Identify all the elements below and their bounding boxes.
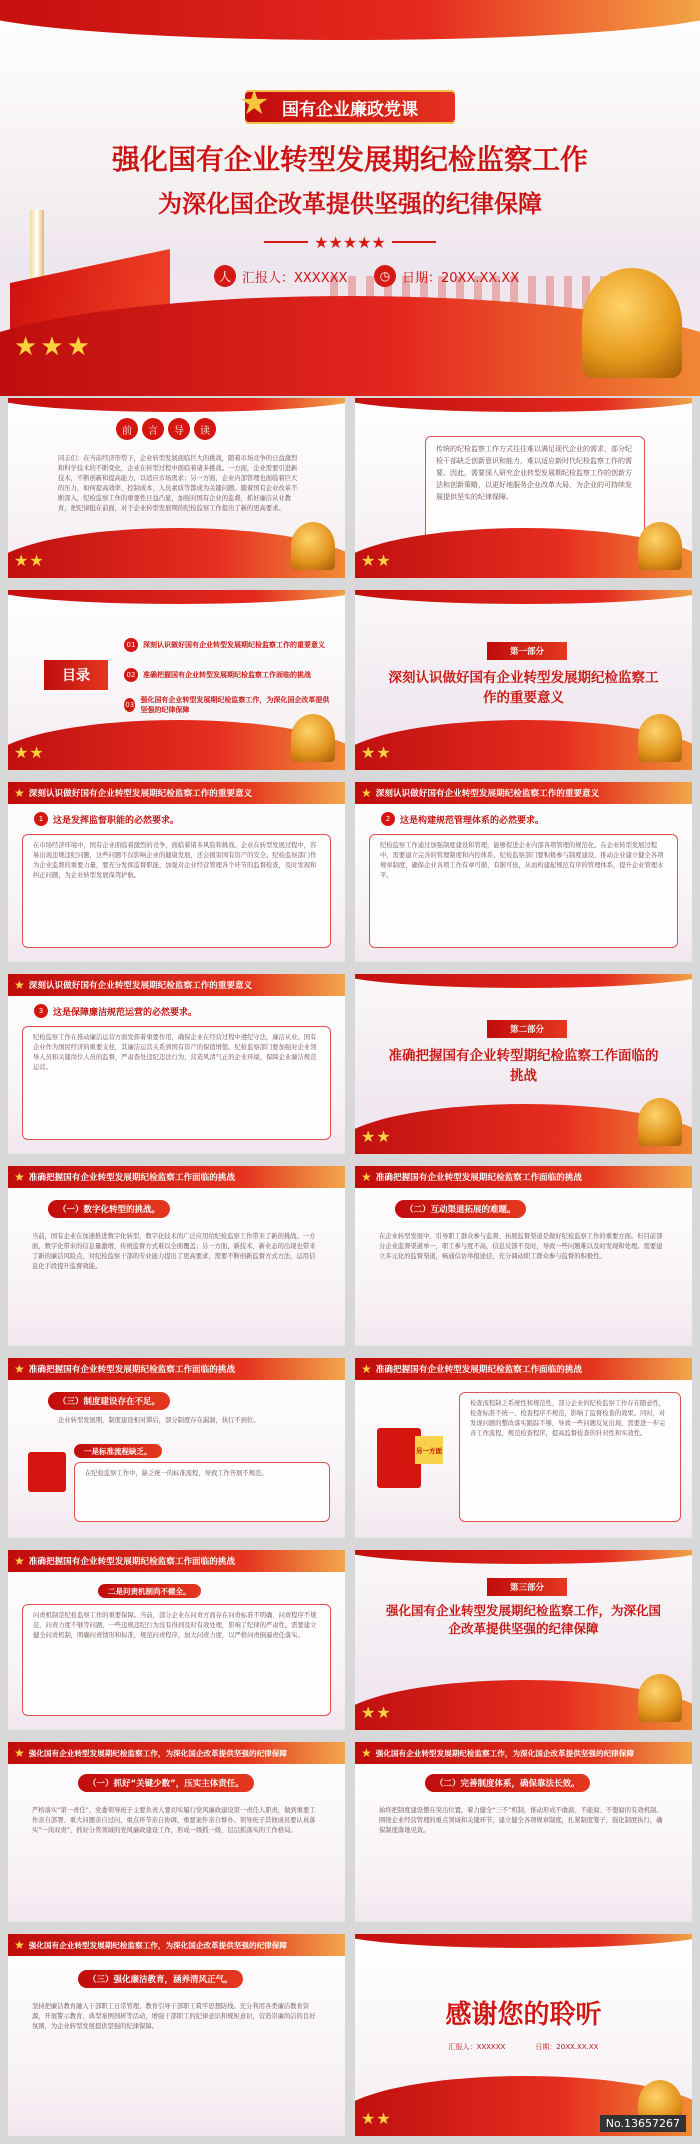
measure-body [22,1800,331,1910]
preface-char: 导 [168,418,190,440]
five-stars-icon: ★★★ [14,332,93,362]
measure-pill [78,1970,243,1988]
slide-1a [8,782,345,962]
slide-2c [8,1358,345,1538]
point-frame [22,834,331,948]
point-heading [34,1004,197,1018]
measure-pill [78,1774,254,1792]
aside-frame [459,1392,681,1522]
slide-2e [8,1550,345,1730]
preface-char: 前 [116,418,138,440]
point-heading [381,812,544,826]
star-icon: ★ [14,1554,25,1568]
toc-label: 目录 [44,660,108,690]
slide-header-title: 准确把握国有企业转型发展期纪检监察工作面临的挑战 [28,1557,236,1567]
slide-header [355,1358,692,1380]
stars-icon: ★★★★★ [314,232,386,252]
part-label [487,642,567,660]
challenge-body [369,1226,678,1334]
slide-ending [355,1934,692,2136]
slide-toc [8,590,345,770]
measure-body [22,1996,331,2120]
toc-list [124,630,334,720]
star-icon: ★ [14,1362,25,1376]
slide-header [355,782,692,804]
presenter-icon [28,1452,66,1492]
slide-top-ribbon [355,974,692,988]
star-icon: ★ [361,1746,372,1760]
slide-header-title: 准确把握国有企业转型发展期纪检监察工作面临的挑战 [375,1365,583,1375]
toc-text: 深刻认识做好国有企业转型发展期纪检监察工作的重要意义 [143,641,325,649]
point-num: 3 [34,1004,48,1018]
star-icon: ★ [361,1362,372,1376]
slide-header [8,1934,345,1956]
challenge-pill [48,1392,170,1410]
date-label: 日期：20XX.XX.XX [402,270,520,286]
slide-2b [355,1166,692,1346]
slide-header [8,1742,345,1764]
measure-text: 坚持把廉洁教育融入干部职工日常管理，教育引导干部职工筑牢思想防线。充分利用各类廉洁教育资源，开展警示教育、典型案例剖析等活动，增强干部职工的纪律意识和规矩意识，营造崇廉尚洁的良好氛围，为企业转型发展提供坚强的纪律保障。 [32,2003,316,2030]
measure-title: 抓好“关键少数”，压实主体责任。 [113,1779,244,1789]
toc-text: 准确把握国有企业转型发展期纪检监察工作面临的挑战 [143,671,311,679]
star-icon: ★ [14,1170,25,1184]
star-icon: ★ [14,978,25,992]
golden-lion [638,1674,682,1722]
slide-header-title: 强化国有企业转型发展期纪检监察工作，为深化国企改革提供坚强的纪律保障 [28,1940,287,1950]
toc-text: 强化国有企业转型发展期纪检监察工作，为深化国企改革提供坚强的纪律保障 [140,696,330,714]
stars-icon: ★★ [361,743,392,762]
point-title: 这是发挥监督职能的必然要求。 [53,815,180,826]
part-label-text: 第二部分 [509,1025,544,1035]
ending-title: 感谢您的聆听 [445,2000,602,2030]
challenge-pill [48,1200,170,1218]
measure-title: 完善制度体系，确保靠法长效。 [460,1779,580,1789]
star-icon: ★ [361,786,372,800]
challenge-title: 数字化转型的挑战。 [83,1205,161,1215]
measure-body [369,1800,678,1910]
slide-3c [8,1934,345,2136]
slide-header [355,1742,692,1764]
cover-badge-text: 国有企业廉政党课 [282,99,418,120]
part-label-text: 第三部分 [509,1583,544,1593]
slide-part1 [355,590,692,770]
slide-3b [355,1742,692,1922]
subpoint-frame [74,1462,330,1522]
clock-icon: ◷ [374,265,396,287]
ending-date: 日期：20XX.XX.XX [535,2043,599,2051]
slide-part2 [355,974,692,1154]
star-icon: ★ [14,786,25,800]
aside-text: 检查流程缺乏系统性和规范性，部分企业的纪检监察工作存在随意性，检查标准不统一、检查程序不规范，影响了监督检查的效果。同时，对发现问题的整改落实跟踪不够，导致一些问题反复出现，需要进一步完善工作流程，规范检查程序，提高监督检查的针对性和实效性。 [470,1400,666,1437]
slide-header-title: 深刻认识做好国有企业转型发展期纪检监察工作的重要意义 [28,981,253,991]
point-num: 2 [381,812,395,826]
golden-lion [582,268,682,378]
toc-num: 01 [124,638,138,652]
slide-header [355,1166,692,1188]
part-title: 深刻认识做好国有企业转型发展期纪检监察工作的重要意义 [388,670,659,706]
slide-part3 [355,1550,692,1730]
measure-num: （三） [88,1975,114,1985]
star-icon: ★ [361,1170,372,1184]
slide-top-ribbon [8,398,345,412]
slide-preface [8,398,345,578]
point-title: 这是保障廉洁规范运营的必然要求。 [53,1007,198,1018]
reporter-meta [214,262,347,290]
stars-icon: ★★ [361,1127,392,1146]
challenge-title: 制度建设存在不足。 [83,1397,161,1407]
measure-num: （一） [88,1779,114,1789]
slide-header-title: 深刻认识做好国有企业转型发展期纪检监察工作的重要意义 [28,789,253,799]
toc-num: 02 [124,668,138,682]
stars-icon: ★★ [14,551,45,570]
measure-text: 始终把制度建设摆在突出位置，着力健全“三不”机制，推动形成不敢腐、不能腐、不想腐的有效机制。围绕企业经营管理的重点领域和关键环节，建立健全各项规章制度，扎紧制度笼子，强化制度执行，确保制度落地见效。 [379,1807,663,1834]
challenge-text: 企业转型发展期，制度建设相对滞后，部分制度存在漏洞，执行不到位。 [58,1417,260,1424]
cover-badge [239,83,455,124]
slide-top-ribbon [8,590,345,604]
toc-item[interactable] [124,630,334,660]
preface-char: 言 [142,418,164,440]
subpoint-text: 问责机制是纪检监察工作的重要保障。当前，部分企业在问责方面存在问责标准不明确、问责程序不规范、问责力度不够等问题，一些违规违纪行为没有得到及时有效处理，影响了纪律的严肃性。需要建立健全问责机制，明确问责情形和标准，规范问责程序，加大问责力度，以严格问责倒逼责任落实。 [33,1612,317,1639]
watermark-id: No.13657267 [600,2115,686,2132]
title-divider [250,232,450,252]
slide-header [8,1358,345,1380]
subpoint-pill [98,1584,201,1598]
reporter-label: 汇报人：XXXXXX [242,270,348,286]
subpoint-title: 二是问责机制尚不健全。 [108,1586,191,1596]
challenge-body [22,1226,331,1334]
slide-header-title: 深刻认识做好国有企业转型发展期纪检监察工作的重要意义 [375,789,600,799]
star-icon: ★ [239,83,270,123]
aside-card: 另一方面 [415,1436,443,1464]
part-title: 强化国有企业转型发展期纪检监察工作，为深化国企改革提供坚强的纪律保障 [385,1603,661,1636]
golden-lion [291,522,335,570]
preface-text: 同志们：在当前经济形势下，企业转型发展面临巨大的挑战，随着市场竞争的日益激烈和科学技术的不断变化，企业在转型过程中面临着诸多挑战。一方面，企业需要引进新技术，不断创新和提高能力，以适应市场需求；另一方面，企业内部管理也面临着巨大的压力，如何提高效率、控制成本、人员素质等都成为关键问题。随着国有企业改革不断深入，纪检监察工作的重要性日益凸显，加强对国有企业的监督，抓好廉洁从业教育，把纪律挺在前面，对于企业转型发展期的纪检监察工作提出了新的更高要求。 [58,455,298,512]
subpoint-pill [74,1444,162,1458]
subpoint-title: 一是标准流程缺乏。 [84,1446,152,1456]
slide-top-ribbon [355,1934,692,1948]
slide-1c [8,974,345,1154]
slide-header [8,1166,345,1188]
measure-pill [425,1774,590,1792]
subpoint-frame [22,1604,331,1716]
slide-header-title: 准确把握国有企业转型发展期纪检监察工作面临的挑战 [375,1173,583,1183]
golden-lion [638,1098,682,1146]
golden-lion [638,522,682,570]
user-icon: 人 [214,265,236,287]
slide-top-ribbon [355,590,692,604]
slide-2a [8,1166,345,1346]
slide-header-title: 强化国有企业转型发展期纪检监察工作，为深化国企改革提供坚强的纪律保障 [28,1748,287,1758]
stars-icon: ★★ [361,551,392,570]
slide-header [8,1550,345,1572]
star-icon: ★ [14,1746,25,1760]
slide-top-ribbon [355,1550,692,1564]
challenge-title: 互动渠道拓展的难题。 [430,1205,516,1215]
point-num: 1 [34,812,48,826]
challenge-num: （一） [58,1205,84,1215]
point-heading [34,812,179,826]
date-meta [374,262,519,290]
point-frame [22,1026,331,1140]
slide-header-title: 准确把握国有企业转型发展期纪检监察工作面临的挑战 [28,1173,236,1183]
slide-3a [8,1742,345,1922]
star-icon: ★ [14,1938,25,1952]
challenge-pill [395,1200,526,1218]
cover-top-ribbon [0,0,700,40]
toc-num: 03 [124,698,135,712]
intro-frame [425,436,645,542]
point-title: 这是构建规范管理体系的必然要求。 [400,815,545,826]
preface-char: 读 [194,418,216,440]
ending-meta [355,2042,692,2052]
slide-header [8,782,345,804]
part-label [487,1578,567,1596]
slide-2d [355,1358,692,1538]
intro-text: 传统的纪检监察工作方式往往难以满足现代企业的需求，部分纪检干部缺乏创新意识和能力，难以适应新时代纪检监察工作的需要。因此，需要深入研究企业转型发展期纪检监察工作的创新方法和创新策略，以更好地服务企业改革大局，为企业的可持续发展提供坚实的纪律保障。 [436,445,632,501]
ending-reporter: 汇报人：XXXXXX [448,2043,506,2051]
slide-header-title: 强化国有企业转型发展期纪检监察工作，为深化国企改革提供坚强的纪律保障 [375,1748,634,1758]
cover-subtitle: 为深化国企改革提供坚强的纪律保障 [158,189,542,218]
challenge-num: （二） [405,1205,431,1215]
preface-heading [116,418,216,440]
stars-icon: ★★ [14,743,45,762]
slide-header [8,974,345,996]
challenge-text: 在企业转型发展中，引导职工群众参与监督、拓展监督渠道是做好纪检监察工作的重要方面。但目前部分企业监督渠道单一，职工参与度不高，信息反馈不及时，导致一些问题难以及时发现和处理。需要建立多元化的监督渠道，畅通信访举报途径，充分调动职工群众参与监督的积极性。 [379,1233,663,1260]
point-text: 纪检监察工作通过加强制度建设和管理，能够促进企业内部各项管理的规范化。在企业转型发展过程中，需要建立完善的管理制度和内控体系，纪检监察部门要积极参与制度建设，推动企业建立健全各项规章制度，确保企业各项工作有章可循、有据可依，从而构建起规范有序的管理体系，提升企业管理水平。 [380,842,664,879]
measure-title: 强化廉洁教育，涵养清风正气。 [113,1975,233,1985]
stars-icon: ★★ [361,1703,392,1722]
part-label [487,1020,567,1038]
golden-lion [291,714,335,762]
slide-1b [355,782,692,962]
point-frame [369,834,678,948]
subpoint-text: 在纪检监察工作中，缺乏统一的标准流程，导致工作开展不规范。 [85,1470,268,1477]
cover-slide [0,0,700,396]
point-text: 在市场经济环境中，国有企业面临着激烈的竞争，面临着诸多风险和挑战。企业在转型发展过程中，容易出现违规违纪问题，这些问题不仅影响企业的健康发展，还会损害国有资产的安全。纪检监察部门作为企业监督的重要力量，要充分发挥监督职能，加强对企业经营管理各个环节的监督检查，及时发现和纠正问题，为企业转型发展保驾护航。 [33,842,317,879]
part-label-text: 第一部分 [509,647,544,657]
challenge-text: 当前，国有企业在加速推进数字化转型，数字化技术的广泛应用给纪检监察工作带来了新的挑战。一方面，数字化带来的信息量激增，传统监督方式难以全面覆盖；另一方面，新技术、新业态的出现也带来了新的廉洁风险点，对纪检监察干部的专业能力提出了更高要求，需要不断创新监督方式方法，运用信息化手段提升监督效能。 [32,1233,316,1270]
cover-title: 强化国有企业转型发展期纪检监察工作 [111,143,588,176]
slide-top-ribbon [355,398,692,412]
toc-item[interactable] [124,660,334,690]
slide-intro [355,398,692,578]
golden-lion [638,714,682,762]
part-title: 准确把握国有企业转型期纪检监察工作面临的挑战 [388,1048,659,1084]
slide-header-title: 准确把握国有企业转型发展期纪检监察工作面临的挑战 [28,1365,236,1375]
measure-num: （二） [435,1779,461,1789]
point-text: 纪检监察工作在推动廉洁运营方面发挥着重要作用，确保企业在经营过程中遵纪守法，廉洁从业。国有企业作为国民经济的重要支柱，其廉洁运营关系到国有资产的保值增值。纪检监察部门要加强对企业领导人员和关键岗位人员的监督，严肃查处违纪违法行为，营造风清气正的企业环境，保障企业廉洁规范运营。 [33,1034,317,1071]
challenge-num: （三） [58,1397,84,1407]
measure-text: 严格落实“第一责任”，党委领导班子主要负责人要切实履行党风廉政建设第一责任人职责，做到重要工作亲自部署、重大问题亲自过问、重点环节亲自协调、重要案件亲自督办。领导班子其他成员要认真落实“一岗双责”，抓好分管领域的党风廉政建设工作，形成一级抓一级、层层抓落实的工作格局。 [32,1807,316,1834]
stars-icon: ★★ [361,2109,392,2128]
